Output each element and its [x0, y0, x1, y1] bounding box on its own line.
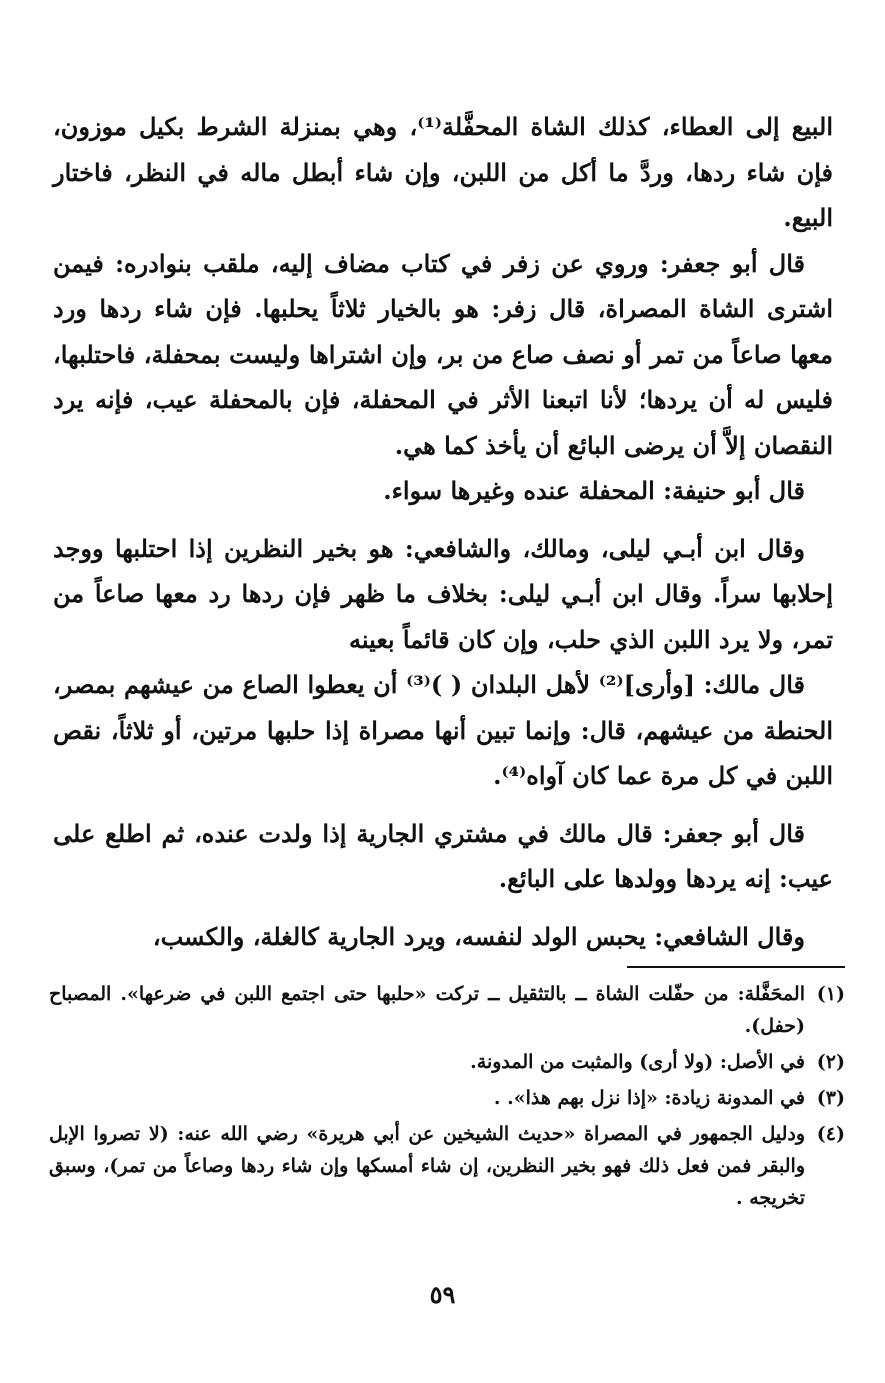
footnote-2 [49, 1046, 845, 1078]
paragraph-6: قال أبو جعفر: قال مالك في مشتري الجارية إذا ولدت عنده، ثم اطلع على عيب: إنه يردها وولدها على البائع. [53, 818, 833, 893]
paragraph-gap [53, 799, 833, 811]
footnote-1 [49, 978, 845, 1042]
footnote-text: في المدونة زيادة: «إذا نزل بهم هذا». . [493, 1087, 805, 1109]
footnote-text: في الأصل: (ولا أرى) والمثبت من المدونة. [470, 1051, 805, 1073]
footnote-3 [49, 1082, 845, 1114]
paragraph-4: وقال ابن أبـي ليلى، ومالك، والشافعي: هو بخير النظرين إذا احتلبها ووجد إحلابها سراً. وقال ابن أبـي ليلى: بخلاف ما ظهر فإن ردها رد معها صاعاً من تمر، ولا يرد اللبن الذي حلب، وإن كان قائماً بعينه [53, 533, 833, 654]
footnote-4 [49, 1118, 845, 1214]
footnote-text: ودليل الجمهور في المصراة «حديث الشيخين عن أبي هريرة» رضي الله عنه: (لا تصروا الإبل والبقر فمن فعل ذلك فهو بخير النظرين، إن شاء أمسكها وإن شاء ردها وصاعاً من تمر)، وسبق تخريجه . [49, 1123, 805, 1209]
footnote-text: المحَفَّلة: من حفّلت الشاة ــ بالتثقيل ــ تركت «حلبها حتى اجتمع اللبن في ضرعها». المصباح (حفل). [49, 983, 805, 1037]
footnote-number: (٤) [816, 1123, 845, 1145]
footnote-number: (١) [816, 983, 845, 1005]
main-text [53, 104, 833, 959]
paragraph-gap [53, 514, 833, 526]
footnotes [49, 978, 845, 1218]
paragraph-3: قال أبو حنيفة: المحفلة عنده وغيرها سواء. [383, 476, 805, 505]
footnote-number: (٢) [816, 1051, 845, 1073]
footnote-divider [627, 966, 845, 968]
paragraph-1: البيع إلى العطاء، كذلك الشاة المحفَّلة⁽¹⁾، وهي بمنزلة الشرط بكيل موزون، فإن شاء ردها، وردَّ ما أكل من اللبن، وإن شاء أبطل ماله في النظر، فاختار البيع. [53, 112, 834, 232]
page-number: ٥٩ [429, 1280, 456, 1309]
paragraph-7: وقال الشافعي: يحبس الولد لنفسه، ويرد الجارية كالغلة، والكسب، [152, 921, 805, 951]
paragraph-5: قال مالك: [وأرى]⁽²⁾ لأهل البلدان ( )⁽³⁾ أن يعطوا الصاع من عيشهم بمصر، الحنطة من عيشهم، قال: وإنما تبين أنها مصراة إذا حلبها مرتين، أو ثلاثاً، نقص اللبن في كل مرة عما كان آواه⁽⁴⁾. [53, 670, 833, 790]
footnote-number: (٣) [816, 1087, 845, 1109]
paragraph-gap [53, 902, 833, 914]
paragraph-2: قال أبو جعفر: وروي عن زفر في كتاب مضاف إليه، ملقب بنوادره: فيمن اشترى الشاة المصراة، قال زفر: هو بالخيار ثلاثاً يحلبها. فإن شاء ردها ورد معها صاعاً من تمر أو نصف صاع من بر، وإن اشتراها وليست بمحفلة، فاحتلبها، فليس له أن يردها؛ لأنا اتبعنا الأثر في المحفلة، فإن بالمحفلة عيب، فإنه يرد النقصان إلاَّ أن يرضى البائع أن يأخذ كما هي. [53, 248, 833, 460]
